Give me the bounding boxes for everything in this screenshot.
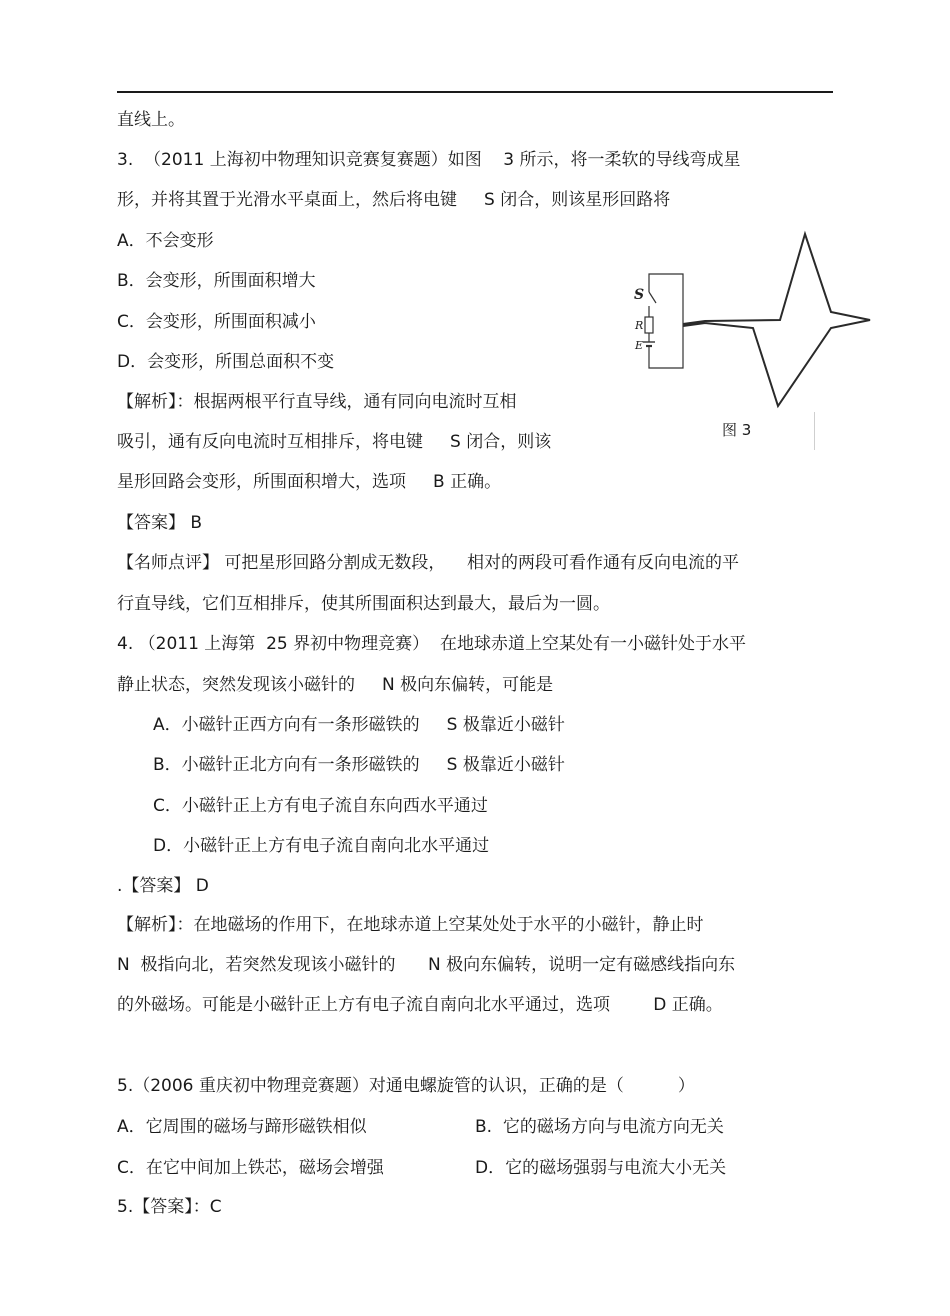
- switch-label: S: [634, 287, 645, 303]
- question-5-stem: 5.（2006 重庆初中物理竞赛题）对通电螺旋管的认识，正确的是（ ）: [117, 1076, 695, 1096]
- q3-teacher-comment: 【名师点评】 可把星形回路分割成无数段， 相对的两段可看作通有反向电流的平: [117, 553, 740, 573]
- resistor-label: R: [635, 319, 644, 332]
- question-4-stem: 4. （2011 上海第 25 界初中物理竞赛） 在地球赤道上空某处有一小磁针处于水平: [117, 634, 746, 654]
- battery-label: E: [635, 339, 644, 352]
- q4-analysis-cont: 的外磁场。可能是小磁针正上方有电子流自南向北水平通过，选项 D 正确。: [117, 995, 723, 1015]
- q5-option-c: C．在它中间加上铁芯，磁场会增强: [117, 1158, 384, 1178]
- question-3-stem: 3. （2011 上海初中物理知识竞赛复赛题）如图 3 所示，将一柔软的导线弯成星: [117, 150, 741, 170]
- q5-option-a: A．它周围的磁场与蹄形磁铁相似: [117, 1117, 367, 1137]
- q3-option-a: A．不会变形: [117, 231, 214, 251]
- q4-answer: .【答案】 D: [117, 876, 209, 896]
- q4-analysis-cont: N 极指向北，若突然发现该小磁针的 N 极向东偏转，说明一定有磁感线指向东: [117, 955, 736, 975]
- star-loop: [683, 234, 870, 406]
- q4-analysis: 【解析】：在地磁场的作用下，在地球赤道上空某处处于水平的小磁针，静止时: [117, 915, 704, 935]
- resistor-symbol: [645, 317, 653, 333]
- figure-border-line: [814, 412, 815, 450]
- q4-option-b: B．小磁针正北方向有一条形磁铁的 S 极靠近小磁针: [153, 755, 565, 775]
- text-line: 直线上。: [117, 110, 185, 130]
- circuit-wire: [649, 274, 683, 368]
- q4-option-d: D．小磁针正上方有电子流自南向北水平通过: [153, 836, 490, 856]
- q3-analysis-cont: 星形回路会变形，所围面积增大，选项 B 正确。: [117, 472, 502, 492]
- q3-analysis-cont: 吸引，通有反向电流时互相排斥，将电键 S 闭合，则该: [117, 432, 552, 452]
- q5-option-b: B. 它的磁场方向与电流方向无关: [475, 1117, 724, 1137]
- question-3-stem-cont: 形，并将其置于光滑水平桌面上，然后将电键 S 闭合，则该星形回路将: [117, 190, 671, 210]
- switch-lever: [649, 292, 656, 303]
- q5-answer: 5.【答案】：C: [117, 1197, 222, 1217]
- q5-option-d: D．它的磁场强弱与电流大小无关: [475, 1158, 727, 1178]
- q3-option-b: B．会变形，所围面积增大: [117, 271, 316, 291]
- q3-teacher-comment-cont: 行直导线，它们互相排斥，使其所围面积达到最大，最后为一圆。: [117, 594, 610, 614]
- q3-option-c: C．会变形，所围面积减小: [117, 312, 316, 332]
- q3-answer: 【答案】 B: [117, 513, 203, 533]
- q4-option-c: C．小磁针正上方有电子流自东向西水平通过: [153, 796, 488, 816]
- figure-3-circuit-star: [625, 230, 875, 452]
- q3-option-d: D．会变形，所围总面积不变: [117, 352, 335, 372]
- question-4-stem-cont: 静止状态，突然发现该小磁针的 N 极向东偏转，可能是: [117, 675, 554, 695]
- header-rule: [117, 91, 833, 93]
- q4-option-a: A．小磁针正西方向有一条形磁铁的 S 极靠近小磁针: [153, 715, 565, 735]
- figure-caption: 图 3: [722, 421, 752, 439]
- q3-analysis: 【解析】：根据两根平行直导线，通有同向电流时互相: [117, 392, 517, 412]
